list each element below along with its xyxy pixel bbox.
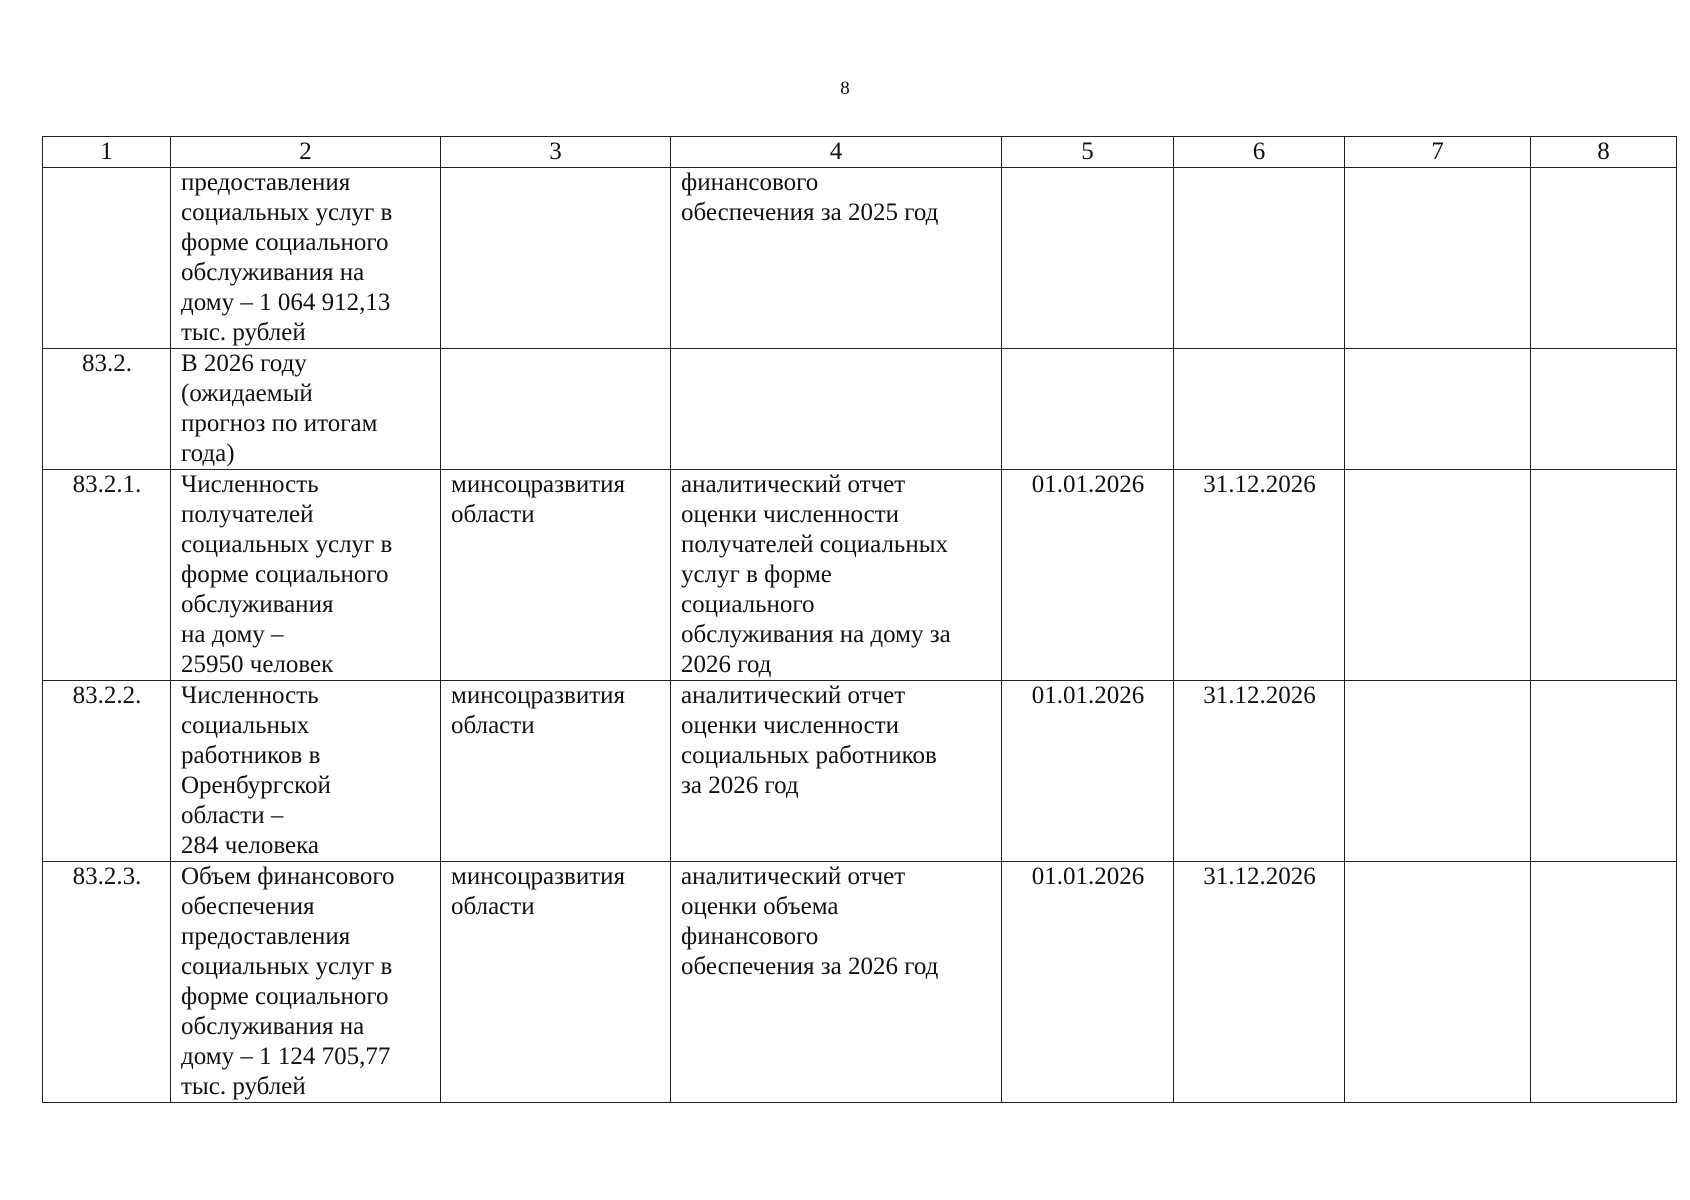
header-row	[43, 137, 1677, 168]
column-header-1: 1	[43, 137, 171, 168]
row-description: предоставления социальных услуг в форме социального обслуживания на дому – 1 064 912,13 тыс. рублей	[171, 168, 441, 349]
column-header-5: 5	[1002, 137, 1174, 168]
row-end-date	[1174, 349, 1345, 470]
row-document: аналитический отчет оценки численности социальных работников за 2026 год	[671, 681, 1002, 862]
row-responsible: минсоцразвития области	[441, 862, 671, 1103]
row-description: Численность получателей социальных услуг в форме социального обслуживания на дому – 25950 человек	[171, 470, 441, 681]
plan-table	[42, 136, 1677, 1103]
column-header-6: 6	[1174, 137, 1345, 168]
row-description: В 2026 году (ожидаемый прогноз по итогам года)	[171, 349, 441, 470]
row-col8	[1531, 470, 1677, 681]
row-responsible: минсоцразвития области	[441, 681, 671, 862]
row-description: Численность социальных работников в Оренбургской области – 284 человека	[171, 681, 441, 862]
row-responsible	[441, 168, 671, 349]
row-number: 83.2.	[43, 349, 171, 470]
table-row	[43, 470, 1677, 681]
table-row	[43, 168, 1677, 349]
row-end-date: 31.12.2026	[1174, 470, 1345, 681]
row-col8	[1531, 862, 1677, 1103]
column-header-4: 4	[671, 137, 1002, 168]
row-number	[43, 168, 171, 349]
table-row	[43, 862, 1677, 1103]
row-start-date: 01.01.2026	[1002, 862, 1174, 1103]
row-col8	[1531, 168, 1677, 349]
row-start-date: 01.01.2026	[1002, 681, 1174, 862]
column-header-2: 2	[171, 137, 441, 168]
table-row	[43, 681, 1677, 862]
table-row	[43, 349, 1677, 470]
row-col8	[1531, 681, 1677, 862]
row-col7	[1345, 681, 1531, 862]
row-document	[671, 349, 1002, 470]
row-col7	[1345, 349, 1531, 470]
row-col7	[1345, 168, 1531, 349]
row-responsible: минсоцразвития области	[441, 470, 671, 681]
row-start-date: 01.01.2026	[1002, 470, 1174, 681]
row-end-date	[1174, 168, 1345, 349]
row-number: 83.2.2.	[43, 681, 171, 862]
row-document: аналитический отчет оценки численности получателей социальных услуг в форме социального обслуживания на дому за 2026 год	[671, 470, 1002, 681]
page-number: 8	[840, 78, 850, 99]
row-number: 83.2.1.	[43, 470, 171, 681]
row-description: Объем финансового обеспечения предоставления социальных услуг в форме социального обслуживания на дому – 1 124 705,77 тыс. рублей	[171, 862, 441, 1103]
row-start-date	[1002, 168, 1174, 349]
column-header-8: 8	[1531, 137, 1677, 168]
row-col8	[1531, 349, 1677, 470]
column-header-3: 3	[441, 137, 671, 168]
column-header-7: 7	[1345, 137, 1531, 168]
row-end-date: 31.12.2026	[1174, 862, 1345, 1103]
row-col7	[1345, 470, 1531, 681]
row-document: аналитический отчет оценки объема финансового обеспечения за 2026 год	[671, 862, 1002, 1103]
row-responsible	[441, 349, 671, 470]
row-start-date	[1002, 349, 1174, 470]
row-col7	[1345, 862, 1531, 1103]
row-number: 83.2.3.	[43, 862, 171, 1103]
row-end-date: 31.12.2026	[1174, 681, 1345, 862]
row-document: финансового обеспечения за 2025 год	[671, 168, 1002, 349]
